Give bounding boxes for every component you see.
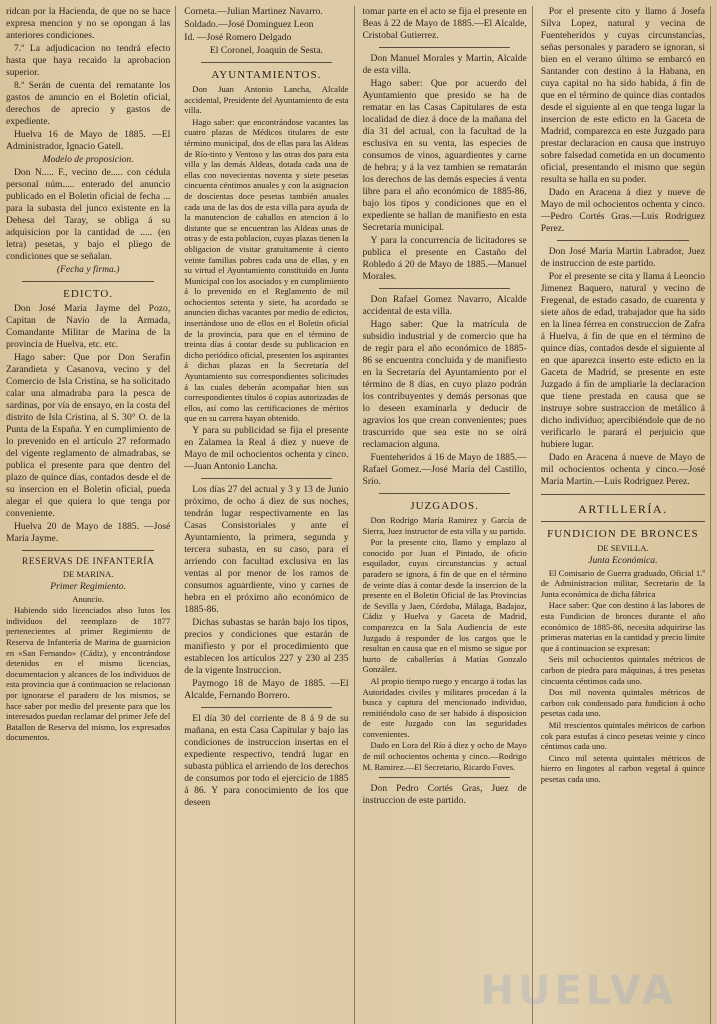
section-subtitle: Anuncio. (72, 593, 104, 604)
column-2 (184, 6, 354, 1024)
paragraph: Soldado.—José Dominguez Leon (184, 19, 314, 30)
paragraph: Corneta.—Julian Martinez Navarro. (184, 6, 323, 17)
paragraph: ridcan por la Hacienda, de que no se hace expresa mencion y no se opongan á las anteriores condiciones. (6, 6, 171, 41)
paragraph: Hago saber: que encontrándose vacantes las cuatro plazas de Médicos titulares de este término municipal, dos de ellas para las Aldeas de Río-tinto y Ventoso y las otras dos para esta villa y las demás Aldeas, dotada cada una de ellas con novecientas noventa y siete pesetas cincuenta céntimos anuales y con la asignacion de doscientas doce pesetas también anuales cada una de las dos de esta villa para ayuda de la manutencion de caballos en atencion á lo distante que se encuentran las Aldeas unas de otras y de esta poblacion, cuyas plazas tienen la obligacion de visitar gratuitamente á ciento veinte familias pobres cada una de ellas, y en su virtud el Ayuntamiento constituido en Junta Municipal con los asociados y en cumplimiento á lo prevenido en el Reglamento de mil ochocientos setenta y siete, ha acordado se anuncien dichas vacantes por medio de edictos, insertándose uno de ellos en el Boletin oficial de la provincia, para que en el término de treinta días á contar desde su publicacion en dicho periódico oficial, presenten los aspirantes á dichas plazas en la Secretaría del Ayuntamiento sus correspondientes solicitudes á las cuales deberán acompañar bien sus correspondientes títulos ó copias autorizadas de ellos, así como las certificaciones de méritos que en su carrera hayan obtenido. (184, 116, 349, 424)
paragraph: Id. —José Romero Delgado (184, 32, 292, 43)
divider (541, 494, 705, 495)
paragraph: Don José María Jayme del Pozo, Capitan de Navío de la Armada, Comandante Militar de Marina de la provincia de Huelva, etc. etc. (6, 303, 171, 350)
divider (22, 550, 153, 551)
paragraph: 8.ª Serán de cuenta del rematante los gastos de anuncio en el Boletin oficial, derechos de aprecio y gastos de expediente. (6, 80, 171, 127)
paragraph: Mil trescientos quintales métricos de carbon cok para estufas á cinco pesetas veinte y cinco céntimos cada uno. (540, 719, 705, 752)
divider (201, 478, 332, 479)
paragraph: Cinco mil setenta quintales métricos de hierro en lingotes al carbon vegetal á quince pesetas cada uno. (540, 752, 705, 784)
section-subtitle: DE SEVILLA. (597, 543, 649, 553)
section-title: ARTILLERÍA. (578, 502, 668, 516)
column-4 (541, 6, 711, 1024)
section-subtitle: Modelo de proposicion. (42, 154, 134, 165)
huelva-watermark: HUELVA (480, 968, 677, 1014)
paragraph: Hace saber: Que con destino á las labores de esta Fundicion de bronces durante el año económico de 1885-86, necesita adquirirse las primeras materias en la cantidad y precio límite que á continuacion se expresan: (540, 600, 705, 653)
divider (22, 281, 153, 282)
paragraph: El Comisario de Guerra graduado, Oficial 1.º de Administracion militar, Secretario de la Junta económica de dicha fábrica (540, 567, 705, 599)
divider (379, 777, 510, 778)
paragraph: Dado en Aracena á nueve de Mayo de mil ochocientos ochenta y cinco.—José María Martin.—Luis Rodriguez Perez. (540, 452, 705, 487)
divider (379, 47, 510, 48)
paragraph: Y para su publicidad se fija el presente en Zalamea la Real á diez y nueve de Mayo de mil ochocientos ochenta y cinco.—Juan Antonio Lancha. (184, 425, 349, 472)
divider (379, 493, 510, 494)
paragraph: Por la presente cito, llamo y emplazo al conocido por Juan el Pintado, de oficio esquilador, cuyas circunstancias y actual paradero se ignora, á fin de que en el término de veinte días á contar desde la insercion de la presente en el Boletin Oficial de las Provincias de Sevilla y Jaen, Córdoba, Málaga, Badajoz, Cádiz y Huelva y Gaceta de Madrid, comparezca en la Sala Audiencia de este Juzgado á responder de los cargos que le resultan en causa que en el mismo se sigue por hurto de caballerías á Matías Gonzalo González. (362, 537, 527, 675)
paragraph: Hago saber: Que por acuerdo del Ayuntamiento que presido se ha de rematar en las Casas Capitulares de esta localidad de diez á doce de la mañana del día 31 del actual, con la facultad de la esclusiva en su venta, las especies de consumos de vinos, aguardientes y carne de hebra; y á la vez tambien se rematarán los derechos de las demás especies á venta libre para el año económico de 1885-86, bajo los tipos y condiciones que en el expediente se hallan de manifiesto en esta Secretaría municipal. (362, 78, 527, 233)
paragraph: tomar parte en el acto se fija el presente en Beas á 22 de Mayo de 1885.—El Alcalde, Cristobal Gutierrez. (362, 6, 527, 41)
paragraph: Los días 27 del actual y 3 y 13 de Junio próximo, de ocho á diez de sus noches, tendrán lugar respectivamente en las Casas Consistoriales y ante el Ayuntamiento, la primera, segunda y tercera subasta, en su caso, para el arriendo con facultad exclusiva en las ventas al por menor de los ramos de consumos aguardiente, vino y carnes de hebra en el próximo año económico de 1885-86. (184, 484, 349, 615)
paragraph: Huelva 16 de Mayo de 1885. —El Administrador, Ignacio Gatell. (6, 129, 171, 152)
paragraph: 7.ª La adjudicacion no tendrá efecto hasta que haya recaido la aprobacion superior. (6, 43, 171, 78)
paragraph: Don José María Martin Labrador, Juez de instruccion de este partido. (540, 246, 705, 269)
paragraph: Habiendo sido licenciados abso lutos los individuos del reemplazo de 1877 pertenecientes al primer Regimiento de Reserva de Infantería de Marina de guarnicion en «San Fernando» (Cádiz), y encontrándose detenidos en el mismo licencias, documentacion y alcances de los individuos de esta provincia que á continuacion se relacionan por ignorarse el paradero de los mismos, se hace saber por medio del presente para que los interesados puedan reclamar del primer Jefe del Batallon de Reserva del mismo, los expresados documentos. (6, 605, 171, 743)
divider (201, 707, 332, 708)
paragraph: Y para la concurrencia de licitadores se publica el presente en Castaño del Robledo á 20 de Mayo de 1885.—Manuel Morales. (362, 235, 527, 282)
section-title: FUNDICION DE BRONCES (547, 528, 699, 540)
paragraph: Dado en Lora del Río á diez y ocho de Mayo de mil ochocientos ochenta y cinco.—Rodrigo M. Ramirez.—El Secretario, Ricardo Foves. (362, 740, 527, 772)
paragraph: Don Rodrigo María Ramirez y García de Sierra, Juez instructor de esta villa y su partido. (362, 515, 527, 536)
divider (201, 62, 332, 63)
paragraph: Don Rafael Gomez Navarro, Alcalde accidental de esta villa. (362, 294, 527, 317)
paragraph: Al propio tiempo ruego y encargo á todas las Autoridades civiles y militares procedan á la busca y captura del mencionado individuo, remitiéndolo caso de ser habido á disposicion de este Juzgado con las seguridades convenientes. (362, 675, 527, 739)
paragraph: Dos mil noventa quintales métricos de carbon cok condensado para fundicion á ocho pesetas cada uno. (540, 687, 705, 719)
section-subtitle: DE MARINA. (62, 569, 114, 579)
paragraph: Hago saber: Que por Don Serafin Zarandieta y Casanova, vecino y del Comercio de Isla Cristina, se ha solicitado calar una almadraba para la pesca de sardinas, por vía de ensayo, en la costa del distrito de Isla Cristina, al S. 30° O. de la Punta de la España. Y en cumplimiento de lo prevenido en el artículo 27 reformado del vigente reglamento de almadrabas, se publica el presente para que dentro del plazo de quince días, contados desde el de su insercion en el Boletin oficial, pueda alegar el que quiera lo que tenga por conveniente. (6, 352, 171, 519)
paragraph: Huelva 20 de Mayo de 1885. —José María Jayme. (6, 521, 171, 544)
paragraph: Dado en Aracena á diez y nueve de Mayo de mil ochocientos ochenta y cinco.—Pedro Cortés Gras.—Luis Rodriguez Perez. (540, 187, 705, 234)
paragraph: Fuenteheridos á 16 de Mayo de 1885.—Rafael Gomez.—José María del Castillo, Srio. (362, 452, 527, 487)
paragraph: Don Pedro Cortés Gras, Juez de instruccion de este partido. (362, 783, 527, 807)
section-title: JUZGADOS. (410, 500, 479, 512)
signature-note: (Fecha y firma.) (56, 264, 120, 275)
paragraph: Dichas subastas se harán bajo los tipos, precios y condiciones que estarán de manifiesto y por el procedimiento que establecen los artículos 227 y 230 al 235 de la vigente Instruccion. (184, 617, 349, 676)
column-3 (363, 6, 533, 1024)
paragraph: Don N..... F., vecino de..... con cédula personal núm..... enterado del anuncio publicado en el Boletin oficial de fecha ... para la subasta del junco existente en la Dehesa del Taray, se obliga á su adquisicion por la cantidad de ..... (en letra) pesetas, y bajo el pliego de condiciones que se señalan. (6, 167, 171, 262)
section-subtitle: Primer Regimiento. (50, 580, 126, 592)
section-title: RESERVAS DE INFANTERÍA (21, 556, 155, 567)
paragraph: Paymogo 18 de Mayo de 1885. —El Alcalde, Fernando Borrero. (184, 678, 349, 701)
paragraph: El día 30 del corriente de 8 á 9 de su mañana, en esta Casa Capitular y bajo las condiciones de instruccion insertas en el expediente respectivo, tendrá lugar en subasta pública el arriendo de los derechos de consumos por todo el ejercicio de 1885 á 86. Y para conocimiento de los que deseen (184, 713, 349, 808)
divider (557, 240, 688, 241)
paragraph: Por el presente cito y llamo á Josefa Silva Lopez, natural y vecina de Fuenteheridos y cuyas circunstancias, señas personales y paradero se ignoran, si bien en el verano último se embarcó en Santander con destino á la Habana, en cuya capital no ha sido habida, á fin de que en el término de quince días contados desde el siguiente al en que tenga lugar la insercion de este edicto en la Gaceta de Madrid, comparezca en este Juzgado para prestar declaracion en causa que instruyo sobre falsedad cometida en un documento oficial, presentando el mismo que según resulta se halla en su poder. (540, 6, 705, 185)
section-title: EDICTO. (63, 288, 114, 300)
paragraph: Por el presente se cita y llama á Leoncio Jimenez Baquero, natural y vecino de Fregenal, de estado casado, de cuarenta y siete años de edad, trabajador que ha sido en la línea férrea en construccion de Zafra á Huelva, á fin de que en el término de quince días, contados desde el siguiente al en que aparezca inserto este edicto en la Gaceta de Madrid, se presente en este Juzgado á fin de ampliarle la declaracion que tiene prestada en causa que se instruye sobre sustraccion de metálico á dicho individuo; apercibiéndole que de no verificarlo le parará el perjuicio que hubiere lugar. (540, 271, 705, 450)
section-subtitle: Junta Económica. (588, 554, 658, 566)
paragraph: Seis mil ochocientos quintales métricos de carbon de piedra para máquinas, á tres pesetas cincuenta céntimos cada uno. (540, 654, 705, 686)
column-1 (6, 6, 176, 1024)
paragraph: Don Juan Antonio Lancha, Alcalde accidental, Presidente del Ayuntamiento de esta villa. (184, 84, 349, 116)
paragraph: Hago saber: Que la matrícula de subsidio industrial y de comercio que ha de regir para el año económico de 1885-86 se encuentra concluida y de manifiesto en la Secretaría del Ayuntamiento por el término de 8 días, en cuyo plazo podrán los contribuyentes y demás personas que lo deseen examinarla y deducir de agravios los que crean convenientes; pues trascurrido que sea este no se oirá reclamacion alguna. (362, 319, 527, 450)
divider (541, 521, 705, 522)
paragraph: Don Manuel Morales y Martin, Alcalde de esta villa. (362, 53, 527, 76)
section-title: AYUNTAMIENTOS. (211, 69, 322, 81)
signature: El Coronel, Joaquin de Sesta. (209, 45, 323, 56)
divider (379, 288, 510, 289)
